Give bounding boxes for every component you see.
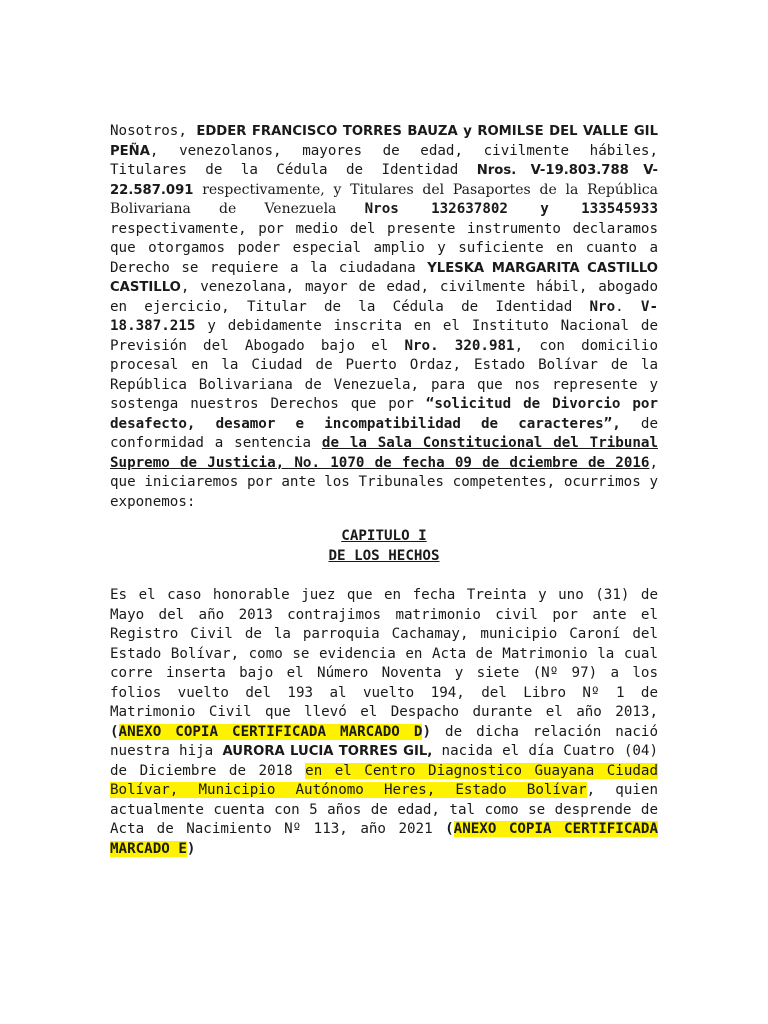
text-run: respectivamente, por medio del presente instrumento declaramos que otorgamos poder especial amplio y suficiente en cuanto a Derecho se requiere a la ciudadana xyxy=(110,220,658,276)
text-run: Es el caso honorable juez que en fecha Treinta y uno (31) de Mayo del año 2013 contrajimos matrimonio civil por ante el Registro Civil de la parroquia Cachamay, municipio Caroní del Estado Bolívar, como se evidencia en Acta de Matrimonio la cual corre inserta bajo el Número Noventa y siete (Nº 97) a los folios vuelto del 193 al vuelto 194, del Libro Nº 1 de Matrimonio Civil que llevó el Despacho durante el año 2013, xyxy=(110,587,658,720)
text-run: , quien actualmente cuenta con 5 años de edad, tal como se desprende de Acta de Nacimiento Nº 113, año 2021 xyxy=(110,782,658,837)
birthplace-highlight: en el Centro Diagnostico Guayana Ciudad Bolívar, Municipio Autónomo Heres, Estado Bolívar xyxy=(110,762,659,798)
text-run: de dicha relación nació nuestra hija xyxy=(110,723,658,759)
text-run: nacida el día Cuatro (04) de Diciembre de 2018 xyxy=(110,743,658,779)
divorce-request-phrase: “solicitud de Divorcio por desafecto, desamor e incompatibilidad de caracteres”, xyxy=(110,396,658,432)
paren-open: ( xyxy=(110,723,119,740)
chapter-title: CAPITULO I xyxy=(341,528,427,544)
text-run: Nosotros, xyxy=(110,123,197,139)
attorney-id-number: V-18.387.215 xyxy=(110,298,658,334)
document-page xyxy=(110,122,658,859)
court-ruling-reference: de la Sala Constitucional del Tribunal Supremo de Justicia, No. 1070 de fecha 09 de dciembre de 2016 xyxy=(110,435,658,471)
text-run: . xyxy=(615,298,641,315)
inpreabogado-number: Nro. 320.981 xyxy=(404,337,515,354)
text-run: respectivamente, y Titulares del Pasaportes de la República Bolivariana de Venezuela xyxy=(110,181,658,217)
text-run: , que iniciaremos por ante los Tribunales competentes, ocurrimos y exponemos: xyxy=(110,454,658,510)
text-run: y debidamente inscrita en el Instituto Nacional de Previsión del Abogado bajo el xyxy=(110,318,658,354)
chapter-headings xyxy=(110,527,658,566)
text-run: , con domicilio procesal en la Ciudad de Puerto Ordaz, Estado Bolívar de la República Bolivariana de Venezuela, para que nos represente y sostenga nuestros Derechos que por xyxy=(110,337,658,412)
grantor-id-numbers: Nros. V-19.803.788 V-22.587.091 xyxy=(110,163,659,198)
annex-e-highlight: ANEXO COPIA CERTIFICADA MARCADO E xyxy=(110,821,658,857)
attorney-id-label: Nro xyxy=(589,298,616,315)
text-run: , venezolana, mayor de edad, civilmente hábil, abogado en ejercicio, Titular de la Cédula de Identidad xyxy=(110,279,658,315)
text-run: , venezolanos, mayores de edad, civilmente hábiles, Titulares de la Cédula de Identidad xyxy=(110,142,658,178)
attorney-name: YLESKA MARGARITA CASTILLO CASTILLO xyxy=(110,260,658,295)
paren-close: ) xyxy=(186,840,196,857)
power-of-attorney-paragraph xyxy=(110,122,658,512)
grantor-names: EDDER FRANCISCO TORRES BAUZA y ROMILSE DEL VALLE GIL PEÑA xyxy=(110,124,658,159)
paren-close: ) xyxy=(422,723,431,740)
paren-open: ( xyxy=(445,821,454,837)
passport-numbers: Nros 132637802 y 133545933 xyxy=(364,201,658,217)
daughter-name: AURORA LUCIA TORRES GIL, xyxy=(222,744,433,759)
section-title: DE LOS HECHOS xyxy=(328,547,440,564)
facts-paragraph xyxy=(110,586,658,859)
text-run: de conformidad a sentencia xyxy=(110,415,658,451)
annex-d-highlight: ANEXO COPIA CERTIFICADA MARCADO D xyxy=(118,723,423,740)
